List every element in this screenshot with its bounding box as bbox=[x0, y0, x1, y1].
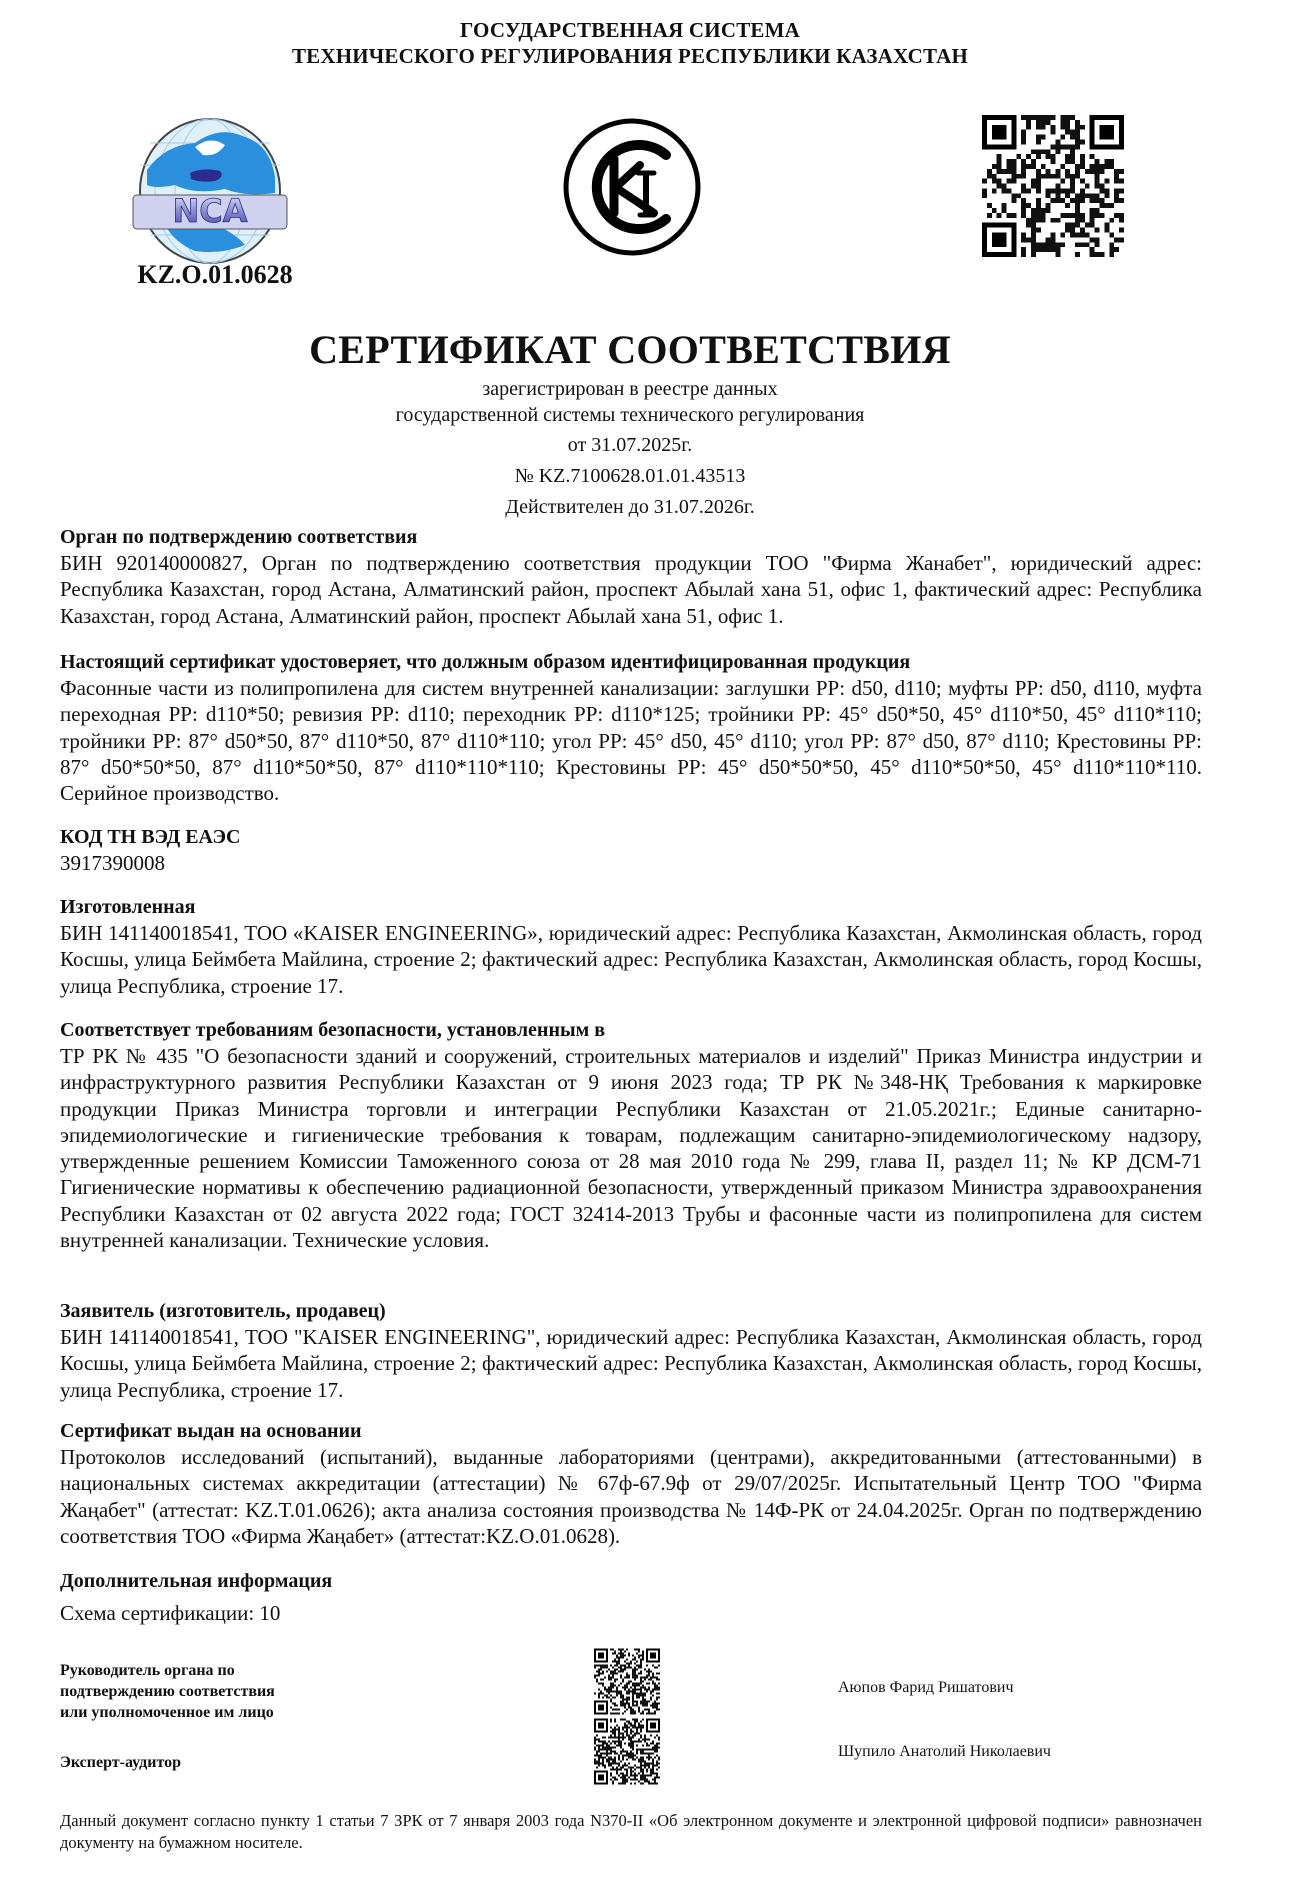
signatory-name-expert: Шупило Анатолий Николаевич bbox=[838, 1743, 1051, 1760]
section-body: 3917390008 bbox=[60, 851, 165, 875]
digital-signature-qr-icon[interactable] bbox=[594, 1648, 660, 1715]
section-safety-requirements bbox=[60, 1017, 1202, 1253]
section-certification-body bbox=[60, 524, 1202, 629]
section-heading: КОД ТН ВЭД ЕАЭС bbox=[60, 826, 241, 848]
nca-logo-text: NCA bbox=[172, 192, 248, 230]
section-heading: Сертификат выдан на основании bbox=[60, 1420, 362, 1442]
valid-until: Действителен до 31.07.2026г. bbox=[505, 496, 755, 518]
registered-line2: государственной системы технического регулирования bbox=[395, 404, 865, 426]
section-body: Протоколов исследований (испытаний), выданные лабораториями (центрами), аккредитованными (аттестованными) в национальных системах аккредитации (аттестации) № 67ф-67.9ф от 29/07/2025г. Испытательный Центр ТОО "Фирма Жаңабет" (аттестат: KZ.T.01.0626); акта анализа состояния производства № 14Ф-РК от 24.04.2025г. Орган по подтверждению соответствия ТОО «Фирма Жаңабет» (аттестат:KZ.O.01.0628). bbox=[60, 1445, 1202, 1548]
section-body: БИН 141140018541, ТОО «KAISER ENGINEERING», юридический адрес: Республика Казахстан, Акмолинская область, город Косшы, улица Беймбета Майлина, строение 2; фактический адрес: Республика Казахстан, Акмолинская область, город Косшы, улица Республика, строение 17. bbox=[60, 921, 1202, 998]
accreditation-code: KZ.O.01.0628 bbox=[137, 260, 293, 289]
signature-label-line: подтверждению соответствия bbox=[60, 1683, 275, 1700]
state-system-title-line2: ТЕХНИЧЕСКОГО РЕГУЛИРОВАНИЯ РЕСПУБЛИКИ КАЗАХСТАН bbox=[291, 44, 969, 68]
registration-date: от 31.07.2025г. bbox=[567, 434, 693, 456]
signatory-name-head: Аюпов Фарид Ришатович bbox=[838, 1679, 1014, 1696]
certificate-title: СЕРТИФИКАТ СООТВЕТСТВИЯ bbox=[309, 327, 951, 372]
conformity-mark-logo bbox=[562, 117, 702, 257]
qr-code-icon[interactable] bbox=[982, 115, 1124, 257]
section-heading: Заявитель (изготовитель, продавец) bbox=[60, 1300, 386, 1322]
signature-label-line: или уполномоченное им лицо bbox=[60, 1704, 274, 1721]
section-applicant bbox=[60, 1298, 1202, 1403]
section-body: Фасонные части из полипропилена для систем внутренней канализации: заглушки PP: d50, d110; муфты PP: d50, d110, муфта переходная PP: d110*50; ревизия PP: d110; переходник PP: d110*125; тройники PP: 45° d50*50, 45° d110*50, 45° d110*110; тройники PP: 87° d50*50, 87° d110*50, 87° d110*110; угол PP: 45° d50, 45° d110; угол PP: 87° d50, 87° d110; Крестовины PP: 87° d50*50*50, 87° d110*50*50, 87° d110*110*110; Крестовины PP: 45° d50*50*50, 45° d110*50*50, 45° d110*110*110. Серийное производство. bbox=[60, 676, 1202, 806]
section-body: БИН 920140000827, Орган по подтверждению соответствия продукции ТОО "Фирма Жанабет", юридический адрес: Республика Казахстан, город Астана, Алматинский район, проспект Абылай хана 51, офис 1, фактический адрес: Республика Казахстан, город Астана, Алматинский район, проспект Абылай хана 51, офис 1. bbox=[60, 551, 1202, 628]
section-body: Схема сертификации: 10 bbox=[60, 1601, 281, 1625]
signature-label-head bbox=[60, 1660, 275, 1723]
signature-label-line: Эксперт-аудитор bbox=[60, 1754, 182, 1771]
section-body: БИН 141140018541, ТОО "KAISER ENGINEERING", юридический адрес: Республика Казахстан, Акмолинская область, город Косшы, улица Беймбета Майлина, строение 2; фактический адрес: Республика Казахстан, Акмолинская область, город Косшы, улица Республика, строение 17. bbox=[60, 1325, 1202, 1402]
registered-line1: зарегистрирован в реестре данных bbox=[482, 378, 778, 400]
section-heading: Изготовленная bbox=[60, 896, 196, 918]
section-tn-ved-code bbox=[60, 824, 1202, 876]
signature-label-expert bbox=[60, 1752, 181, 1773]
section-product bbox=[60, 649, 1202, 806]
section-heading: Дополнительная информация bbox=[60, 1570, 333, 1592]
section-issued-basis bbox=[60, 1418, 1202, 1549]
section-additional-info bbox=[60, 1568, 1202, 1626]
state-system-title-line1: ГОСУДАРСТВЕННАЯ СИСТЕМА bbox=[459, 18, 800, 42]
signature-label-line: Руководитель органа по bbox=[60, 1662, 235, 1679]
section-body: ТР РК № 435 "О безопасности зданий и сооружений, строительных материалов и изделий" Приказ Министра индустрии и инфраструктурного развития Республики Казахстан от 9 июня 2023 года; ТР РК №348-НҚ Требования к маркировке продукции Приказ Министра торговли и интеграции Республики Казахстан от 21.05.2021г.; Единые санитарно-эпидемиологические и гигиенические требования к товарам, подлежащим санитарно-эпидемиологическому надзору, утвержденные решением Комиссии Таможенного союза от 28 мая 2010 года № 299, глава II, раздел 11; № КР ДСМ-71 Гигиенические нормативы к обеспечению радиационной безопасности, утвержденный приказом Министра здравоохранения Республики Казахстан от 02 августа 2022 года; ГОСТ 32414-2013 Трубы и фасонные части из полипропилена для систем внутренней канализации. Технические условия. bbox=[60, 1044, 1202, 1253]
section-manufactured-by bbox=[60, 894, 1202, 999]
section-heading: Соответствует требованиям безопасности, установленным в bbox=[60, 1019, 606, 1041]
legal-footer-note: Данный документ согласно пункту 1 статьи 7 ЗРК от 7 января 2003 года N370-II «Об электронном документе и электронной цифровой подписи» равнозначен документу на бумажном носителе. bbox=[60, 1811, 1202, 1852]
certificate-number: № KZ.7100628.01.01.43513 bbox=[514, 465, 746, 487]
section-heading: Настоящий сертификат удостоверяет, что должным образом идентифицированная продукция bbox=[60, 651, 911, 673]
section-heading: Орган по подтверждению соответствия bbox=[60, 526, 418, 548]
digital-signature-qr-icon[interactable] bbox=[594, 1718, 660, 1785]
